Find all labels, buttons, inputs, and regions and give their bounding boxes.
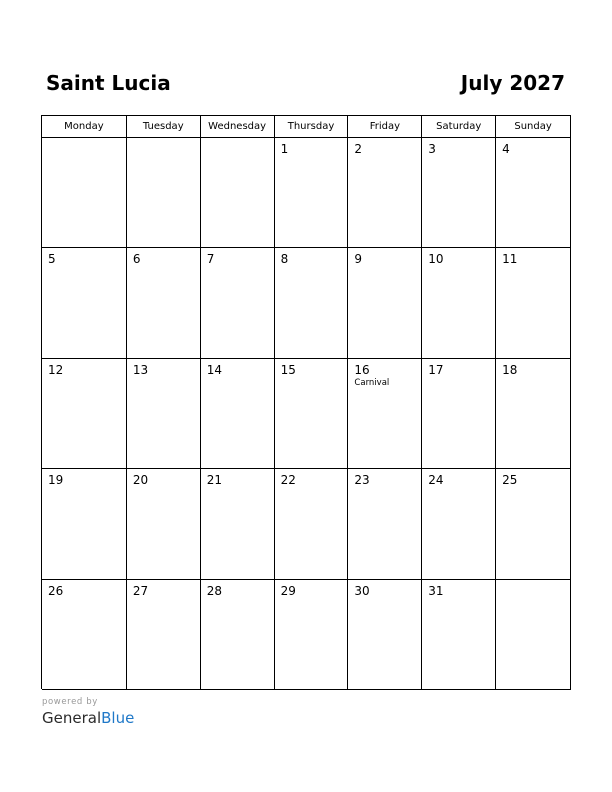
day-cell bbox=[275, 469, 349, 579]
weekday-header-friday: Friday bbox=[348, 116, 422, 138]
day-cell bbox=[348, 248, 422, 358]
day-cell bbox=[127, 138, 201, 248]
date-number: 19 bbox=[48, 473, 64, 488]
powered-by-text: powered by bbox=[42, 697, 98, 707]
day-cell bbox=[201, 580, 275, 690]
day-cell bbox=[496, 138, 571, 248]
date-number: 28 bbox=[206, 583, 222, 598]
date-number: 20 bbox=[132, 473, 149, 488]
date-number: 17 bbox=[428, 362, 444, 377]
weekday-header-sunday: Sunday bbox=[496, 116, 571, 138]
date-number: 12 bbox=[48, 362, 64, 377]
day-cell bbox=[348, 359, 422, 469]
date-number: 9 bbox=[354, 252, 363, 267]
day-cell bbox=[127, 469, 201, 579]
date-number: 5 bbox=[48, 252, 56, 267]
week-row bbox=[42, 359, 571, 469]
date-number: 21 bbox=[206, 473, 222, 488]
week-row bbox=[42, 248, 571, 358]
date-number: 11 bbox=[502, 252, 518, 267]
day-cell bbox=[275, 580, 349, 690]
day-cell bbox=[496, 469, 571, 579]
day-cell bbox=[201, 248, 275, 358]
month-year-title: July 2027 bbox=[460, 71, 565, 95]
weekday-header-wednesday: Wednesday bbox=[201, 116, 275, 138]
day-cell bbox=[42, 138, 127, 248]
date-number: 10 bbox=[428, 252, 444, 267]
day-cell bbox=[275, 248, 349, 358]
day-cell bbox=[201, 359, 275, 469]
date-number: 18 bbox=[502, 362, 518, 377]
day-cell bbox=[496, 359, 571, 469]
date-number: 25 bbox=[502, 473, 518, 488]
day-cell bbox=[42, 248, 127, 358]
day-cell bbox=[348, 580, 422, 690]
weekday-header-thursday: Thursday bbox=[275, 116, 349, 138]
date-number: 1 bbox=[280, 142, 289, 156]
date-number: 2 bbox=[354, 142, 363, 156]
day-cell bbox=[127, 248, 201, 358]
date-number: 15 bbox=[280, 362, 296, 377]
day-cell bbox=[496, 580, 571, 690]
day-cell bbox=[348, 138, 422, 248]
day-cell bbox=[42, 359, 127, 469]
day-cell bbox=[422, 580, 496, 690]
calendar-grid bbox=[41, 115, 571, 689]
date-number: 4 bbox=[502, 142, 510, 156]
weekday-header-saturday: Saturday bbox=[422, 116, 496, 138]
date-number: 8 bbox=[280, 252, 289, 267]
date-number: 3 bbox=[428, 142, 436, 156]
date-number: 29 bbox=[280, 583, 296, 598]
day-cell bbox=[201, 138, 275, 248]
date-number: 13 bbox=[132, 362, 149, 377]
date-number: 30 bbox=[354, 583, 370, 598]
holiday-label: Carnival bbox=[354, 377, 390, 388]
day-cell bbox=[496, 248, 571, 358]
day-cell bbox=[127, 359, 201, 469]
week-row bbox=[42, 138, 571, 248]
day-cell bbox=[422, 248, 496, 358]
weekday-header-row bbox=[42, 116, 571, 138]
date-number: 16 bbox=[354, 362, 370, 377]
brand-general-text: General bbox=[42, 709, 102, 727]
day-cell bbox=[422, 138, 496, 248]
day-cell bbox=[42, 469, 127, 579]
day-cell bbox=[422, 359, 496, 469]
date-number: 31 bbox=[428, 583, 444, 598]
day-cell bbox=[348, 469, 422, 579]
country-title: Saint Lucia bbox=[46, 71, 171, 95]
date-number: 6 bbox=[132, 252, 141, 267]
week-row bbox=[42, 580, 571, 690]
footer-branding bbox=[42, 697, 134, 728]
weekday-header-monday: Monday bbox=[42, 116, 127, 138]
day-cell bbox=[42, 580, 127, 690]
date-number: 24 bbox=[428, 473, 444, 488]
date-number: 23 bbox=[354, 473, 370, 488]
date-number: 14 bbox=[206, 362, 222, 377]
day-cell bbox=[422, 469, 496, 579]
day-cell bbox=[201, 469, 275, 579]
brand-blue-text: Blue bbox=[101, 709, 135, 727]
week-row bbox=[42, 469, 571, 579]
day-cell bbox=[127, 580, 201, 690]
generalblue-logo[interactable] bbox=[42, 708, 134, 728]
day-cell bbox=[275, 138, 349, 248]
weekday-header-tuesday: Tuesday bbox=[127, 116, 201, 138]
day-cell bbox=[275, 359, 349, 469]
date-number: 26 bbox=[48, 583, 64, 598]
date-number: 27 bbox=[132, 583, 149, 598]
date-number: 22 bbox=[280, 473, 296, 488]
date-number: 7 bbox=[206, 252, 215, 267]
